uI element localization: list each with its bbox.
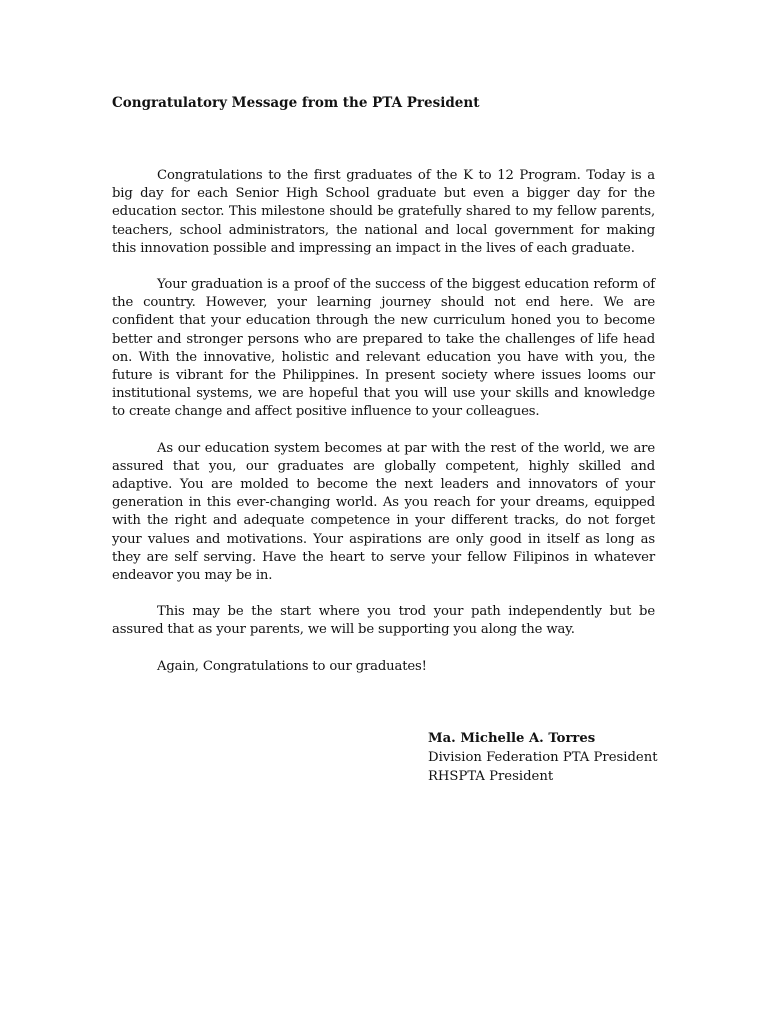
signatory-role-2: RHSPTA President [428, 769, 554, 784]
document-title: Congratulatory Message from the PTA President [112, 95, 480, 111]
paragraph-1: Congratulations to the first graduates of the K to 12 Program. Today is a big day for each Senior High School graduate but even a bigger day for the education sector. This milestone should be gratefully shared to my fellow parents, teachers, school administrators, the national and local government for making this innovation possible and impressing an impact in the lives of each graduate. [112, 168, 655, 256]
signature-block [428, 729, 728, 786]
message-body [112, 167, 655, 694]
paragraph-4: This may be the start where you trod your path independently but be assured that as your parents, we will be supporting you along the way. [112, 604, 655, 638]
signatory-name: Ma. Michelle A. Torres [428, 731, 596, 746]
signatory-role-1: Division Federation PTA President [428, 750, 658, 765]
paragraph-5: Again, Congratulations to our graduates! [157, 658, 427, 674]
paragraph-2: Your graduation is a proof of the success of the biggest education reform of the country. However, your learning journey should not end here. We are confident that your education through the new curriculum honed you to become better and stronger persons who are prepared to take the challenges of life head on. With the innovative, holistic and relevant education you have with you, the future is vibrant for the Philippines. In present society where issues looms our institutional systems, we are hopeful that you will use your skills and knowledge to create change and affect positive influence to your colleagues. [112, 277, 655, 420]
paragraph-3: As our education system becomes at par with the rest of the world, we are assured that you, our graduates are globally competent, highly skilled and adaptive. You are molded to become the next leaders and innovators of your generation in this ever-changing world. As you reach for your dreams, equipped with the right and adequate competence in your different tracks, do not forget your values and motivations. Your aspirations are only good in itself as long as they are self serving. Have the heart to serve your fellow Filipinos in whatever endeavor you may be in. [112, 440, 655, 584]
